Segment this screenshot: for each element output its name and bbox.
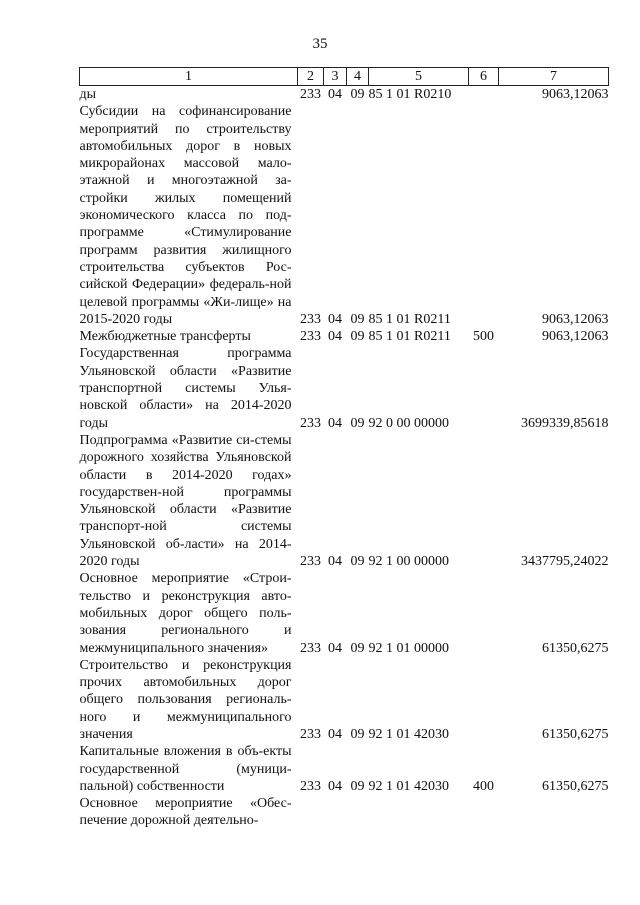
row-target-article: 92 1 01 42030 — [368, 726, 449, 742]
row-subsection-code: 09 — [350, 329, 365, 345]
row-section-code: 04 — [328, 311, 342, 327]
row-subsection-code: 09 — [350, 311, 365, 327]
row-expense-type: 400 — [473, 778, 494, 794]
row-amount: 3699339,85618 — [521, 415, 609, 431]
table-row — [80, 657, 609, 743]
row-name: Государственная программа Ульяновской области «Развитие транспортной системы Улья-новской области» на 2014-2020 годы — [79, 346, 292, 431]
table-row — [80, 86, 609, 104]
row-section-code: 04 — [328, 778, 342, 794]
table-row — [80, 103, 609, 328]
row-expense-type: 500 — [473, 329, 494, 345]
row-amount: 9063,12063 — [542, 329, 609, 345]
row-section-code: 04 — [328, 640, 342, 656]
row-section-code: 04 — [328, 415, 342, 431]
row-subsection-code: 09 — [350, 726, 365, 742]
row-section-code: 04 — [328, 554, 342, 570]
row-expense-type — [469, 103, 499, 328]
row-amount: 9063,12063 — [542, 311, 609, 327]
row-name: Субсидии на софинансирование мероприятий по строительству автомобильных дорог в новых микрорайонах массовой мало-этажной и многоэтажной за-стройки жилых помещений экономического класса по под-программе «Стимулирование программ развития жилищного строительства субъектов Рос-сийской Федерации» федераль-ной целевой программы «Жи-лище» на 2015-2020 годы — [79, 104, 292, 327]
row-amount: 3437795,24022 — [521, 554, 609, 570]
row-ministry-code: 233 — [300, 87, 321, 102]
table-row — [80, 795, 609, 830]
row-ministry-code: 233 — [300, 554, 321, 570]
row-name: Основное мероприятие «Обес-печение дорожной деятельно- — [79, 796, 292, 829]
row-name: Межбюджетные трансферты — [79, 329, 251, 345]
table-row — [80, 345, 609, 431]
table-header — [80, 68, 609, 86]
row-expense-type — [469, 570, 499, 656]
row-amount: 61350,6275 — [542, 726, 609, 742]
row-amount: 61350,6275 — [542, 640, 609, 656]
header-col-6: 6 — [469, 68, 499, 86]
table-row — [80, 743, 609, 795]
row-subsection-code: 09 — [350, 554, 365, 570]
row-section-code: 04 — [328, 87, 342, 102]
row-subsection-code — [347, 795, 369, 830]
header-col-2: 2 — [298, 68, 324, 86]
row-subsection-code: 09 — [350, 87, 365, 102]
row-ministry-code: 233 — [300, 415, 321, 431]
row-name: Основное мероприятие «Строи-тельство и реконструкция авто-мобильных дорог общего поль-зования регионального и межмуниципального значения» — [79, 571, 292, 656]
header-row — [80, 68, 609, 86]
table-row — [80, 328, 609, 345]
row-amount — [499, 795, 609, 830]
row-expense-type — [469, 86, 499, 104]
row-name: Строительство и реконструкция прочих автомобильных дорог общего пользования региональ-ного и межмуниципального значения — [79, 657, 292, 742]
header-col-4: 4 — [347, 68, 369, 86]
header-col-5: 5 — [369, 68, 469, 86]
row-expense-type — [469, 795, 499, 830]
row-target-article: 92 1 00 00000 — [368, 554, 449, 570]
row-target-article: 92 1 01 00000 — [368, 640, 449, 656]
row-ministry-code: 233 — [300, 311, 321, 327]
row-name: Капитальные вложения в объ-екты государственной (муници-пальной) собственности — [79, 744, 292, 794]
row-expense-type — [469, 345, 499, 431]
table-body — [80, 86, 609, 830]
row-ministry-code: 233 — [300, 329, 321, 345]
row-section-code: 04 — [328, 726, 342, 742]
row-section-code — [324, 795, 347, 830]
row-ministry-code — [298, 795, 324, 830]
row-target-article: 92 0 00 00000 — [368, 415, 449, 431]
row-amount: 9063,12063 — [542, 87, 609, 102]
page-number: 35 — [312, 36, 328, 52]
row-subsection-code: 09 — [350, 640, 365, 656]
row-section-code: 04 — [328, 329, 342, 345]
row-target-article: 85 1 01 R0211 — [368, 329, 451, 345]
table-row — [80, 432, 609, 570]
row-name: Подпрограмма «Развитие си-стемы дорожного хозяйства Ульяновской области в 2014-2020 годах» государствен-ной программы Ульяновской области «Развитие транспорт-ной системы Ульяновской об-ласти» на 2014-2020 годы — [79, 432, 292, 570]
row-target-article — [369, 795, 469, 830]
row-subsection-code: 09 — [350, 778, 365, 794]
budget-table — [79, 67, 609, 830]
row-name: ды — [79, 87, 97, 102]
row-ministry-code: 233 — [300, 778, 321, 794]
row-subsection-code: 09 — [350, 415, 365, 431]
row-amount: 61350,6275 — [542, 778, 609, 794]
header-col-3: 3 — [324, 68, 347, 86]
row-target-article: 85 1 01 R0211 — [368, 311, 451, 327]
row-target-article: 85 1 01 R0210 — [368, 87, 452, 102]
row-expense-type — [469, 432, 499, 570]
row-ministry-code: 233 — [300, 640, 321, 656]
table-row — [80, 570, 609, 656]
header-col-1: 1 — [80, 68, 298, 86]
row-target-article: 92 1 01 42030 — [368, 778, 449, 794]
row-expense-type — [469, 657, 499, 743]
header-col-7: 7 — [499, 68, 609, 86]
row-ministry-code: 233 — [300, 726, 321, 742]
